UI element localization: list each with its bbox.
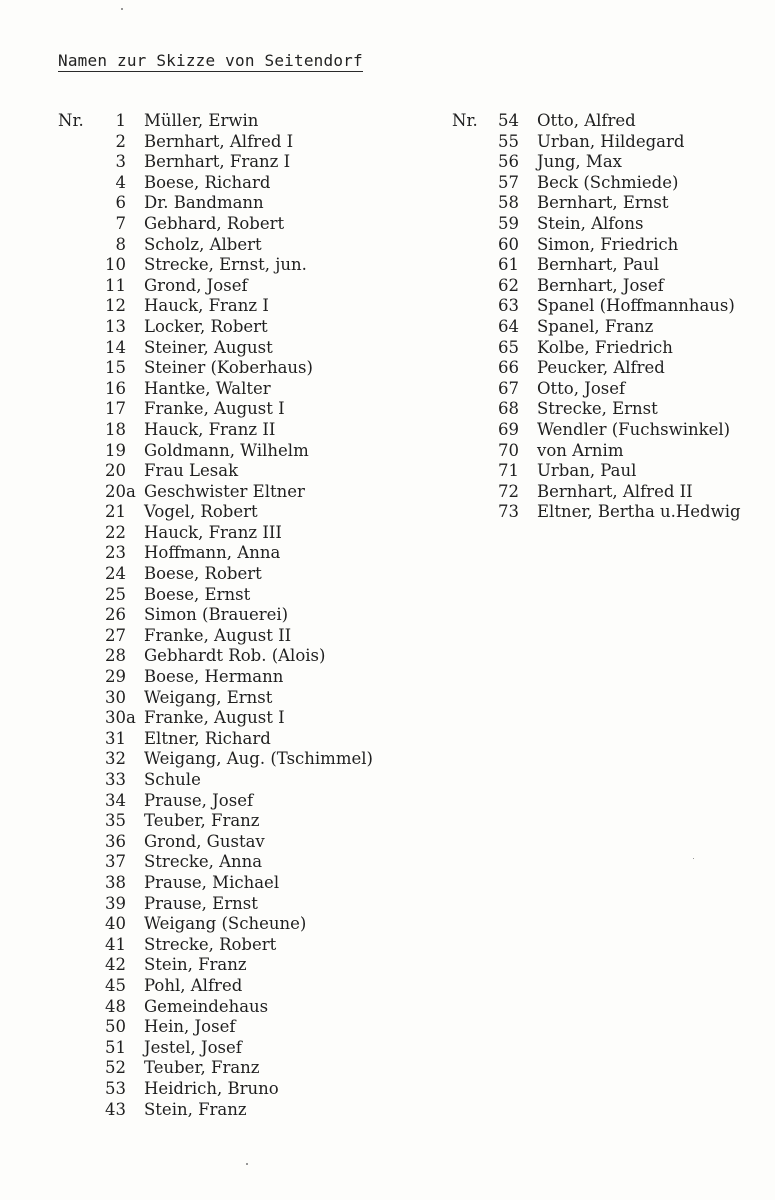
entry-name: Otto, Josef xyxy=(537,378,626,398)
list-item xyxy=(452,152,775,173)
entry-number: 39 xyxy=(105,893,126,913)
entry-name: Wendler (Fuchswinkel) xyxy=(537,419,731,439)
list-item xyxy=(58,935,428,956)
entry-name: Weigang, Ernst xyxy=(144,687,273,707)
list-item xyxy=(58,564,428,585)
entry-name: Hauck, Franz II xyxy=(144,419,276,439)
entry-name: Teuber, Franz xyxy=(144,811,260,831)
list-item xyxy=(452,111,775,132)
entry-name: Strecke, Robert xyxy=(144,934,277,954)
entry-number: 2 xyxy=(115,131,126,151)
list-item xyxy=(58,214,428,235)
entry-name: Franke, August II xyxy=(144,625,292,645)
list-item xyxy=(58,523,428,544)
entry-name: Eltner, Richard xyxy=(144,728,271,748)
entry-number: 12 xyxy=(105,296,126,316)
entry-number: 65 xyxy=(498,337,519,357)
entry-name: Strecke, Ernst xyxy=(537,399,658,419)
entry-number: 25 xyxy=(105,584,126,604)
entry-number: 8 xyxy=(115,234,126,254)
entry-name: Steiner, August xyxy=(144,337,273,357)
entry-number: 51 xyxy=(105,1037,126,1057)
entry-number: 59 xyxy=(498,213,519,233)
entry-name: Simon, Friedrich xyxy=(537,234,679,254)
names-list-left xyxy=(58,111,428,1120)
list-item xyxy=(58,358,428,379)
list-item xyxy=(58,1100,428,1121)
list-item xyxy=(58,955,428,976)
list-item xyxy=(58,976,428,997)
list-item xyxy=(452,358,775,379)
entry-name: Jung, Max xyxy=(537,152,622,172)
entry-name: Frau Lesak xyxy=(144,461,239,481)
entry-number: 56 xyxy=(498,152,519,172)
list-item xyxy=(452,132,775,153)
entry-name: Steiner (Koberhaus) xyxy=(144,358,313,378)
entry-number: 48 xyxy=(105,996,126,1016)
entry-number: 45 xyxy=(105,975,126,995)
list-item xyxy=(58,605,428,626)
entry-name: Geschwister Eltner xyxy=(144,481,305,501)
entry-name: Heidrich, Bruno xyxy=(144,1078,279,1098)
list-item xyxy=(58,1017,428,1038)
entry-number: 15 xyxy=(105,358,126,378)
entry-number: 42 xyxy=(105,955,126,975)
list-item xyxy=(58,894,428,915)
list-item xyxy=(58,1079,428,1100)
list-item xyxy=(58,997,428,1018)
entry-name: Bernhart, Josef xyxy=(537,275,664,295)
entry-name: Franke, August I xyxy=(144,399,285,419)
entry-number: 4 xyxy=(115,172,126,192)
entry-number: 10 xyxy=(105,255,126,275)
entry-number: 20a xyxy=(105,481,136,501)
entry-number: 29 xyxy=(105,667,126,687)
list-item xyxy=(452,173,775,194)
paper-speck xyxy=(121,8,123,10)
entry-number: 72 xyxy=(498,481,519,501)
list-item xyxy=(58,276,428,297)
entry-name: Locker, Robert xyxy=(144,316,268,336)
names-list-right xyxy=(452,111,775,523)
entry-number: 52 xyxy=(105,1058,126,1078)
entry-name: Urban, Paul xyxy=(537,461,637,481)
entry-number: 27 xyxy=(105,625,126,645)
entry-name: Bernhart, Ernst xyxy=(537,193,669,213)
list-item xyxy=(58,543,428,564)
nr-prefix: Nr. xyxy=(452,111,478,130)
entry-number: 14 xyxy=(105,337,126,357)
entry-number: 63 xyxy=(498,296,519,316)
list-item xyxy=(58,1058,428,1079)
entry-name: Weigang, Aug. (Tschimmel) xyxy=(144,749,373,769)
entry-name: Schule xyxy=(144,770,201,789)
entry-name: Gemeindehaus xyxy=(144,996,269,1016)
entry-name: Boese, Hermann xyxy=(144,667,284,687)
entry-number: 7 xyxy=(115,213,126,233)
entry-name: Stein, Franz xyxy=(144,955,247,975)
entry-name: Bernhart, Alfred I xyxy=(144,131,294,151)
entry-number: 61 xyxy=(498,255,519,275)
list-item xyxy=(452,461,775,482)
entry-number: 30 xyxy=(105,687,126,707)
list-item xyxy=(452,214,775,235)
entry-name: Bernhart, Paul xyxy=(537,255,659,275)
list-item xyxy=(58,317,428,338)
entry-number: 33 xyxy=(105,770,126,789)
entry-number: 41 xyxy=(105,934,126,954)
list-item xyxy=(452,482,775,503)
entry-number: 13 xyxy=(105,316,126,336)
list-item xyxy=(58,585,428,606)
entry-number: 71 xyxy=(498,461,519,481)
list-item xyxy=(452,338,775,359)
list-item xyxy=(452,502,775,523)
entry-number: 62 xyxy=(498,275,519,295)
list-item xyxy=(58,770,428,791)
entry-number: 19 xyxy=(105,440,126,460)
entry-number: 38 xyxy=(105,872,126,892)
entry-number: 50 xyxy=(105,1017,126,1037)
list-item xyxy=(58,379,428,400)
list-item xyxy=(58,873,428,894)
entry-name: Stein, Alfons xyxy=(537,213,644,233)
list-item xyxy=(58,482,428,503)
entry-name: Strecke, Anna xyxy=(144,852,263,872)
entry-number: 3 xyxy=(115,152,126,172)
list-item xyxy=(58,441,428,462)
entry-name: von Arnim xyxy=(537,440,624,460)
list-item xyxy=(58,173,428,194)
entry-name: Hein, Josef xyxy=(144,1017,236,1037)
entry-number: 16 xyxy=(105,378,126,398)
entry-name: Spanel, Franz xyxy=(537,316,654,336)
list-item xyxy=(58,193,428,214)
list-item xyxy=(452,441,775,462)
entry-name: Grond, Gustav xyxy=(144,831,265,851)
entry-number: 24 xyxy=(105,564,126,584)
list-item xyxy=(58,688,428,709)
entry-number: 28 xyxy=(105,646,126,666)
entry-name: Bernhart, Alfred II xyxy=(537,481,693,501)
entry-name: Franke, August I xyxy=(144,708,285,728)
entry-number: 43 xyxy=(105,1099,126,1119)
entry-number: 69 xyxy=(498,419,519,439)
entry-number: 6 xyxy=(115,193,126,213)
entry-number: 20 xyxy=(105,461,126,481)
list-item xyxy=(58,626,428,647)
entry-number: 32 xyxy=(105,749,126,769)
entry-name: Boese, Richard xyxy=(144,172,271,192)
list-item xyxy=(58,646,428,667)
entry-number: 34 xyxy=(105,790,126,810)
entry-name: Hauck, Franz III xyxy=(144,522,282,542)
entry-number: 73 xyxy=(498,502,519,522)
entry-name: Gebhard, Robert xyxy=(144,213,285,233)
list-item xyxy=(58,502,428,523)
entry-name: Prause, Ernst xyxy=(144,893,258,913)
list-item xyxy=(58,749,428,770)
entry-number: 70 xyxy=(498,440,519,460)
entry-name: Beck (Schmiede) xyxy=(537,172,679,192)
list-item xyxy=(452,379,775,400)
list-item xyxy=(58,914,428,935)
entry-number: 60 xyxy=(498,234,519,254)
entry-name: Teuber, Franz xyxy=(144,1058,260,1078)
list-item xyxy=(452,317,775,338)
entry-number: 18 xyxy=(105,419,126,439)
entry-name: Bernhart, Franz I xyxy=(144,152,291,172)
entry-number: 17 xyxy=(105,399,126,419)
entry-number: 36 xyxy=(105,831,126,851)
entry-name: Strecke, Ernst, jun. xyxy=(144,255,307,275)
list-item xyxy=(452,255,775,276)
entry-number: 11 xyxy=(105,275,126,295)
entry-number: 58 xyxy=(498,193,519,213)
entry-name: Hoffmann, Anna xyxy=(144,543,281,563)
list-item xyxy=(58,420,428,441)
entry-name: Prause, Josef xyxy=(144,790,254,810)
nr-prefix: Nr. xyxy=(58,111,84,130)
entry-name: Boese, Robert xyxy=(144,564,262,584)
list-item xyxy=(58,235,428,256)
entry-name: Müller, Erwin xyxy=(144,111,259,130)
list-item xyxy=(452,420,775,441)
entry-name: Gebhardt Rob. (Alois) xyxy=(144,646,326,666)
entry-name: Boese, Ernst xyxy=(144,584,251,604)
entry-name: Stein, Franz xyxy=(144,1099,247,1119)
entry-number: 23 xyxy=(105,543,126,563)
entry-number: 53 xyxy=(105,1078,126,1098)
list-item xyxy=(58,461,428,482)
entry-name: Eltner, Bertha u.Hedwig xyxy=(537,502,741,522)
entry-number: 57 xyxy=(498,172,519,192)
entry-number: 55 xyxy=(498,131,519,151)
list-item xyxy=(58,832,428,853)
entry-name: Hauck, Franz I xyxy=(144,296,269,316)
entry-number: 21 xyxy=(105,502,126,522)
list-item xyxy=(58,399,428,420)
entry-number: 37 xyxy=(105,852,126,872)
list-item xyxy=(58,708,428,729)
entry-name: Kolbe, Friedrich xyxy=(537,337,673,357)
list-item xyxy=(58,255,428,276)
entry-name: Peucker, Alfred xyxy=(537,358,665,378)
entry-number: 26 xyxy=(105,605,126,625)
entry-name: Otto, Alfred xyxy=(537,111,636,130)
list-item xyxy=(58,111,428,132)
entry-name: Jestel, Josef xyxy=(144,1037,242,1057)
entry-name: Goldmann, Wilhelm xyxy=(144,440,309,460)
entry-name: Vogel, Robert xyxy=(144,502,258,522)
list-item xyxy=(58,152,428,173)
list-item xyxy=(58,338,428,359)
list-item xyxy=(452,399,775,420)
entry-number: 54 xyxy=(498,111,519,130)
list-item xyxy=(58,852,428,873)
entry-number: 40 xyxy=(105,914,126,934)
list-item xyxy=(58,667,428,688)
entry-number: 1 xyxy=(115,111,126,130)
entry-number: 30a xyxy=(105,708,136,728)
entry-name: Pohl, Alfred xyxy=(144,975,243,995)
paper-speck xyxy=(246,1163,248,1165)
entry-name: Scholz, Albert xyxy=(144,234,262,254)
list-item xyxy=(58,296,428,317)
list-item xyxy=(58,729,428,750)
list-item xyxy=(452,276,775,297)
entry-number: 31 xyxy=(105,728,126,748)
entry-name: Weigang (Scheune) xyxy=(144,914,307,934)
entry-number: 67 xyxy=(498,378,519,398)
entry-name: Spanel (Hoffmannhaus) xyxy=(537,296,735,316)
list-item xyxy=(452,235,775,256)
entry-name: Prause, Michael xyxy=(144,872,280,892)
entry-number: 64 xyxy=(498,316,519,336)
document-title: Namen zur Skizze von Seitendorf xyxy=(58,51,363,70)
list-item xyxy=(452,296,775,317)
entry-number: 68 xyxy=(498,399,519,419)
entry-name: Urban, Hildegard xyxy=(537,131,685,151)
entry-name: Grond, Josef xyxy=(144,275,248,295)
list-item xyxy=(58,791,428,812)
entry-number: 35 xyxy=(105,811,126,831)
entry-number: 22 xyxy=(105,522,126,542)
paper-speck xyxy=(693,858,694,859)
entry-name: Simon (Brauerei) xyxy=(144,605,289,625)
list-item xyxy=(452,193,775,214)
entry-number: 66 xyxy=(498,358,519,378)
list-item xyxy=(58,1038,428,1059)
list-item xyxy=(58,132,428,153)
list-item xyxy=(58,811,428,832)
entry-name: Dr. Bandmann xyxy=(144,193,264,213)
entry-name: Hantke, Walter xyxy=(144,378,271,398)
